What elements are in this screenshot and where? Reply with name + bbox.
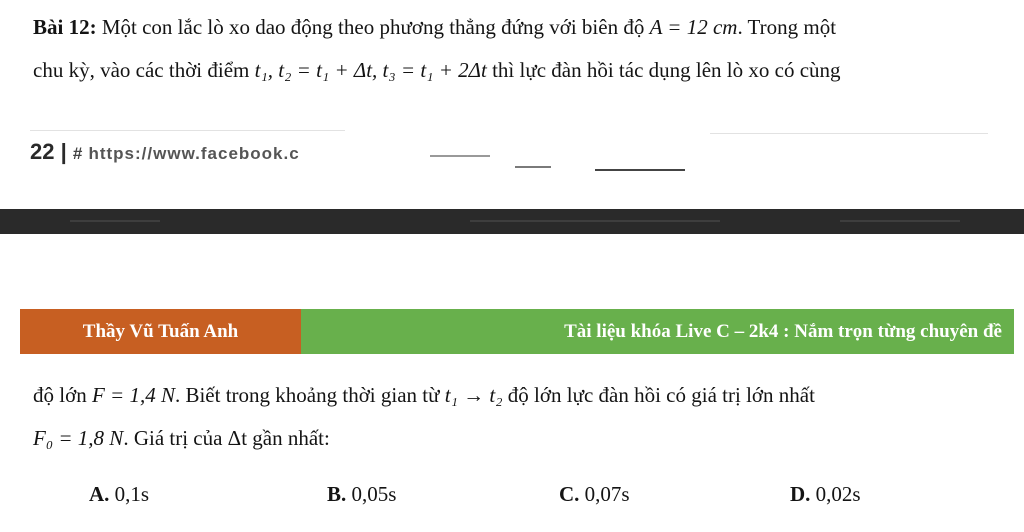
problem-label: Bài 12: [33,15,97,39]
times-formula: t₁, t₂ = t₁ + Δt, t₃ = t₁ + 2Δt [254,58,487,82]
problem-text-3-mid: . Biết trong khoảng thời gian từ [174,383,445,407]
artifact-speck [595,169,685,171]
problem-line-2 [33,58,841,83]
footer-url[interactable]: https://www.facebook.c [88,144,300,163]
option-value: 0,07s [584,482,630,506]
force-formula: F = 1,4 N [91,383,175,407]
page-number: 22 | [30,139,67,164]
teacher-name: Thầy Vũ Tuấn Anh [20,309,301,354]
problem-line-3 [33,383,815,408]
problem-text-1-end: . Trong một [737,15,837,39]
course-title: Tài liệu khóa Live C – 2k4 : Nắm trọn từng chuyên đề [301,309,1014,354]
option-value: 0,1s [114,482,150,506]
fmax-formula: F₀ = 1,8 N [33,426,124,450]
course-banner [20,309,1014,354]
problem-text-2-end: thì lực đàn hồi tác dụng lên lò xo có cùng [486,58,841,82]
option-letter: D. [790,482,811,506]
option-d[interactable] [790,482,861,507]
scan-artifact-bar [0,209,1024,234]
amplitude-formula: A = 12 cm [649,15,738,39]
faint-rule-left [30,130,345,131]
option-value: 0,02s [815,482,861,506]
artifact-speck [430,155,490,157]
problem-text-2: chu kỳ, vào các thời điểm [33,58,255,82]
option-letter: C. [559,482,580,506]
artifact-speck [515,166,551,168]
option-letter: A. [89,482,110,506]
option-a[interactable] [89,482,149,507]
problem-text-4-end: . Giá trị của Δt gần nhất: [123,426,330,450]
option-c[interactable] [559,482,630,507]
faint-rule-right [710,133,988,134]
page-footer [30,139,300,165]
interval-formula: t₁ → t₂ [444,383,503,407]
option-b[interactable] [327,482,396,507]
problem-text-1: Một con lắc lò xo dao động theo phương thẳng đứng với biên độ [96,15,650,39]
option-value: 0,05s [351,482,397,506]
option-letter: B. [327,482,347,506]
problem-text-3-end: độ lớn lực đàn hồi có giá trị lớn nhất [502,383,815,407]
problem-text-3: độ lớn [33,383,92,407]
problem-line-4 [33,426,330,451]
footer-hash: # [72,144,83,163]
problem-line-1 [33,15,836,40]
